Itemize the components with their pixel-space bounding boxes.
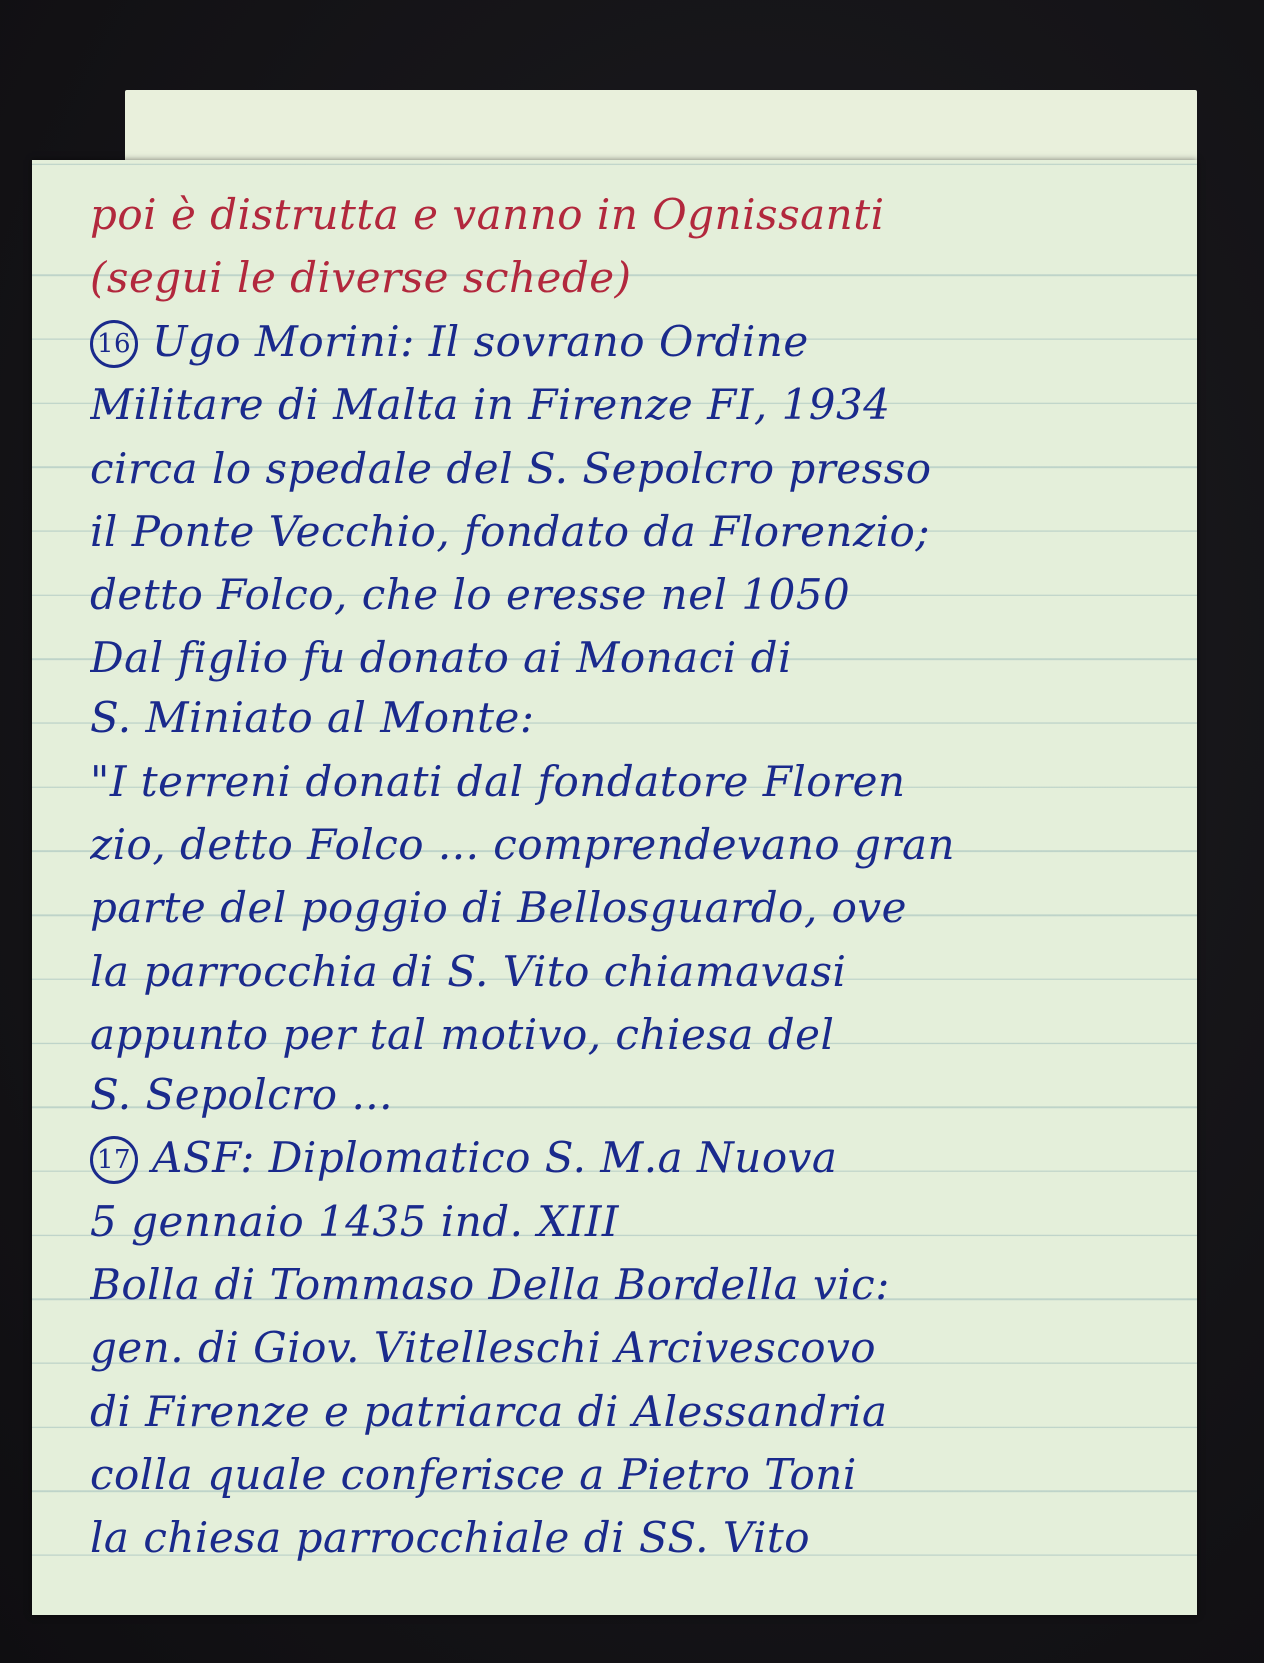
text-line-5: circa lo spedale del S. Sepolcro presso	[90, 444, 932, 493]
text-line-17: 5 gennaio 1435 ind. XIII	[90, 1197, 620, 1246]
text-line-9: S. Miniato al Monte:	[90, 693, 535, 742]
text-line-2: (segui le diverse schede)	[90, 253, 632, 302]
text-line-6: il Ponte Vecchio, fondato da Florenzio;	[90, 507, 930, 556]
text-line-16-content: ASF: Diplomatico S. M.a Nuova	[152, 1133, 838, 1182]
text-line-13: la parrocchia di S. Vito chiamavasi	[90, 947, 847, 996]
text-line-3	[90, 317, 1157, 368]
text-line-18: Bolla di Tommaso Della Bordella vic:	[90, 1260, 890, 1309]
text-line-3-content: Ugo Morini: Il sovrano Ordine	[152, 317, 809, 366]
text-line-7: detto Folco, che lo eresse nel 1050	[90, 570, 851, 619]
index-card	[32, 160, 1197, 1615]
text-line-22: la chiesa parrocchiale di SS. Vito	[90, 1513, 811, 1562]
text-line-12: parte del poggio di Bellosguardo, ove	[90, 883, 908, 932]
text-line-4: Militare di Malta in Firenze FI, 1934	[90, 380, 891, 429]
text-line-16	[90, 1133, 1157, 1184]
note-number-badge: 17	[90, 1136, 138, 1184]
text-line-1: poi è distrutta e vanno in Ognissanti	[90, 190, 885, 239]
text-line-14: appunto per tal motivo, chiesa del	[90, 1010, 835, 1059]
text-line-19: gen. di Giov. Vitelleschi Arcivescovo	[90, 1323, 877, 1372]
text-line-10: "I terreni donati dal fondatore Floren	[90, 757, 906, 806]
text-line-8: Dal figlio fu donato ai Monaci di	[90, 633, 792, 682]
text-line-20: di Firenze e patriarca di Alessandria	[90, 1387, 888, 1436]
text-line-21: colla quale conferisce a Pietro Toni	[90, 1450, 857, 1499]
note-number-badge: 16	[90, 320, 138, 368]
text-line-15: S. Sepolcro ...	[90, 1070, 393, 1119]
text-line-11: zio, detto Folco ... comprendevano gran	[90, 820, 956, 869]
back-index-card	[125, 90, 1197, 170]
